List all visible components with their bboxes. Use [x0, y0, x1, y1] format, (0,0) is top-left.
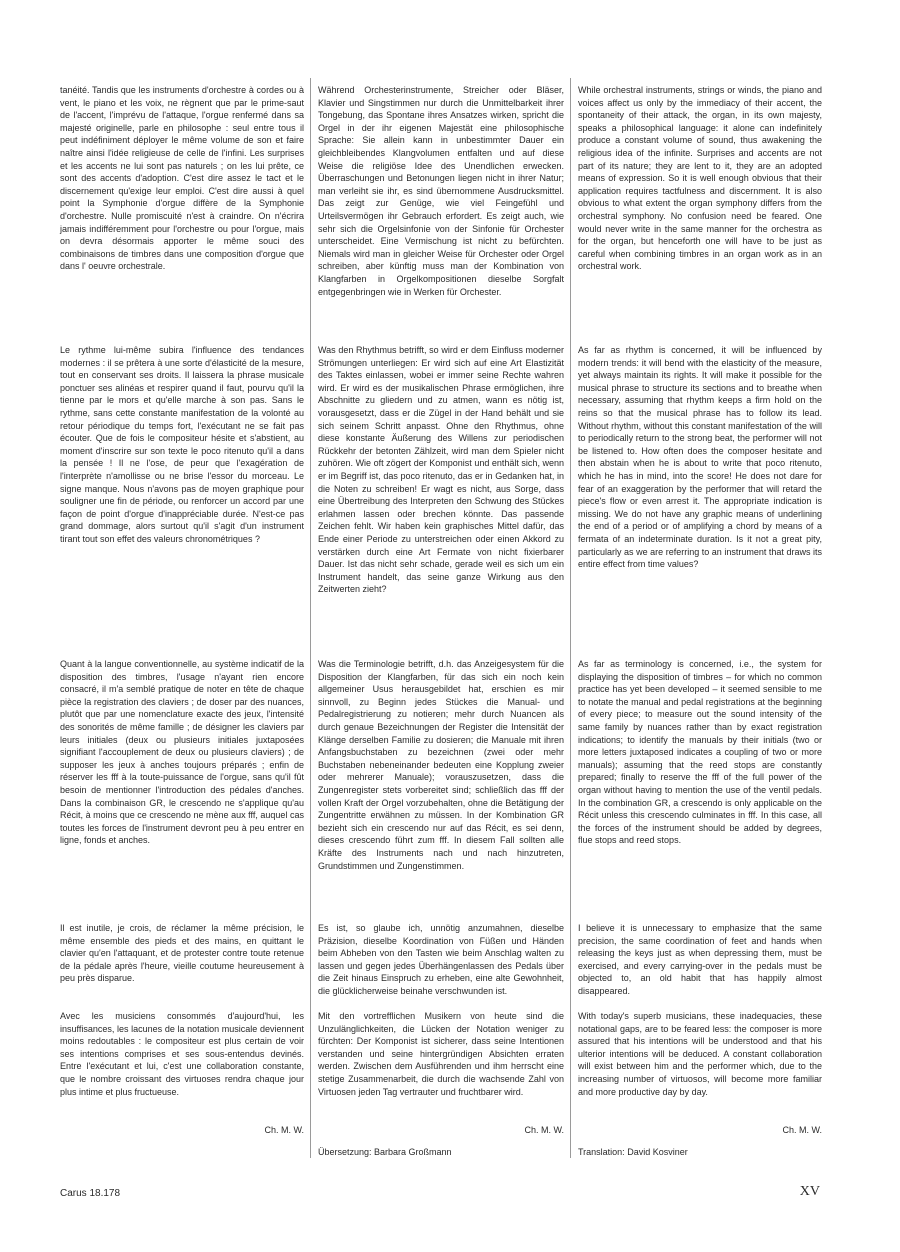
- english-paragraph-2: As far as rhythm is concerned, it will be influenced by modern trends: it will bend with the elasticity of the measure, yet always maintain its rights. It will make it possible for the musical phrase to structure its sections and to breathe when necessary, assuming that rhythm keeps a firm hold on the reins so that the musical phrase has to follow its lead. Without rhythm, without this constant manifestation of the will to periodically return to the strong beat, the performer will not be listened to. How often does the composer hesitate and then abstain when he is about to write that poco ritenuto, which he has in mind, into the score! He does not dare for fear of an exaggeration by the performer that will retard the piece's flow or even arrest it. The appropriate indication is missing. We do not have any graphic means of underlining the end of a period or of amplifying a chord by means of a fermata of an indeterminate duration. Is it not a great pity, particularly as we are referring to an instrument that draws its entire effect from time values?: [578, 345, 822, 570]
- french-paragraph-2: Le rythme lui-même subira l'influence des tendances modernes : il se prêtera à une sorte d'élasticité de la mesure, tout en conservant ses droits. Il laissera la phrase musicale ponctuer ses alinéas et respirer quand il faut, pourvu qu'il la tienne par le mors et qu'elle marche à son pas. Sans le rythme, sans cette constante manifestation de la volonté au retour périodique du temps fort, l'exécutant ne se fait pas écouter. Que de fois le compositeur hésite et s'abstient, au moment d'inscrire sur son texte le poco ritenuto qu'il a dans la pensée ! Il ne l'ose, de peur que l'exagération de l'interprète n'amollisse ou ne brise l'essor du morceau. Le signe manque. Nous n'avons pas de moyen graphique pour souligner une fin de période, ou renforcer un accord par une façon de point d'orgue d'inappréciable durée. N'est-ce pas grand dommage, alors surtout qu'il s'agit d'un instrument tirant tout son effet des valeurs chronométriques ?: [60, 345, 304, 544]
- german-paragraph-2: Was den Rhythmus betrifft, so wird er dem Einfluss moderner Strömungen unterliegen: Er wird sich auf eine Art Elastizität des Taktes einlassen, wobei er immer seine Rechte wahren wird. Er wird es der musikalischen Phrase ermöglichen, ihre Abschnitte zu gliedern und zu atmen, wann es nötig ist, vorausgesetzt, dass er die Zügel in der Hand behält und sie sich seinem Schritt anpasst. Ohne den Rhythmus, ohne diese konstante Äußerung des Willens zur periodischen Rückkehr der betonten Zählzeit, wird man dem Spieler nicht zuhören. Wie oft zögert der Komponist und enthält sich, wenn er im Begriff ist, das poco ritenuto, das er in Gedanken hat, in die Noten zu schreiben! Er wagt es nicht, aus Sorge, dass eine Übertreibung des Interpreten den Schwung des Stückes erlahmen lassen oder brechen könnte. Das passende Zeichen fehlt. Wir haben kein graphisches Mittel dafür, das Ende einer Periode zu unterstreichen oder einen Akkord zu verstärken durch eine Art Fermate von nicht fixierbarer Dauer. Ist das nicht sehr schade, gerade weil es sich um ein Instrument handelt, das seine ganze Wirkung aus den Zeitwerten zieht?: [318, 345, 564, 595]
- catalog-number: Carus 18.178: [60, 1188, 121, 1199]
- english-paragraph-3: As far as terminology is concerned, i.e., the system for displaying the disposition of timbres – for which no common practice has yet been developed – it seemed sensible to me to notate the manual and pedal registrations at the beginning of every piece; to measure out the sound intensity of the same family by nuances rather than by exact registration indications; to identify the manuals by their initials (two or more letters juxtaposed indicates a coupling of two or more manuals); assuming that the reed stops are constantly prepared; finally to reserve the fff of the full power of the organ without having to mention the use of the ventil pedals. In the combination GR, a crescendo is only applicable on the Récit unless this crescendo culminates in fff. In this case, all the forces of the instrument should be added by degrees, flue stops and reed stops.: [578, 659, 822, 846]
- german-paragraph-4: Es ist, so glaube ich, unnötig anzumahnen, dieselbe Präzision, dieselbe Koordination von Füßen und Händen beim Abheben von den Tasten wie beim Anschlag walten zu lassen und gegen jedes Überhängenlassen des Pedals über die Zeit hinaus Einspruch zu erheben, eine alte Gewohnheit, die glücklicherweise beinahe verschwunden ist.: [318, 923, 564, 996]
- german-paragraph-3: Was die Terminologie betrifft, d.h. das Anzeigesystem für die Disposition der Klangfarben, für das sich ein noch kein allgemeiner Usus herausgebildet hat, erschien es mir sinnvoll, zu Beginn jedes Stückes die Manual- und Pedalregistrierung zu notieren; mehr durch Nuancen als durch genaue Bezeichnungen der Register die Intensität der Klänge derselben Familie zu dosieren; die Manuale mit ihren Anfangsbuchstaben zu bezeichnen (zwei oder mehr Buchstaben nebeneinander bedeuten eine Kopplung zweier oder mehrerer Manuale); vorauszusetzen, dass die Zungenregister stets vorbereitet sind; schließlich das fff der vollen Kraft der Orgel vorzubehalten, ohne die Betätigung der Zungentritte erwähnen zu müssen. In der Kombination GR bezieht sich ein crescendo nur auf das Récit, es sei denn, dieses crescendo führt zum fff. In diesem Fall sollten alle Kräfte des Instruments nach und nach hinzutreten, Grundstimmen und Zungenstimmen.: [318, 659, 564, 871]
- column-divider: [570, 78, 571, 1158]
- german-signature: Ch. M. W.: [524, 1125, 564, 1135]
- english-paragraph-4: I believe it is unnecessary to emphasize that the same precision, the same coordination of feet and hands when releasing the keys just as when depressing them, must be exercised, and every carrying-over in the pedals must be objected to, an old habit that has happily almost disappeared.: [578, 923, 822, 996]
- french-paragraph-5: Avec les musiciens consommés d'aujourd'hui, les insuffisances, les lacunes de la notation musicale deviennent moins redoutables : le compositeur est plus certain de voir ses intentions comprises et ses sous-entendus devinés. Entre l'exécutant et lui, c'est une collaboration constante, que le nombre croissant des virtuoses rendra chaque jour plus intime et plus fructueuse.: [60, 1011, 304, 1097]
- english-paragraph-1: While orchestral instruments, strings or winds, the piano and voices affect us only by the immediacy of their accent, the spontaneity of their attack, the organ, in its own majesty, speaks a philosophical language: it alone can indefinitely produce a constant volume of sound, thus awakening the religious idea of the infinite. Surprises and accents are not part of its nature; they are lent to it, they are an adopted means of expression. So it is well enough obvious that their application requires tactfulness and discernment. It is also obvious to what extent the organ symphony differs from the orchestral symphony. No confusion need be feared. One would never write in the same manner for the orchestra as for the organ, but henceforth one will have to be just as careful when combining timbres in an organ work as in an orchestral work.: [578, 85, 822, 272]
- german-translator-credit: Übersetzung: Barbara Großmann: [318, 1147, 452, 1157]
- french-signature: Ch. M. W.: [264, 1125, 304, 1135]
- column-divider: [310, 78, 311, 1158]
- german-paragraph-1: Während Orchesterinstrumente, Streicher oder Bläser, Klavier und Singstimmen nur durch die Unmittelbarkeit ihrer Tongebung, das Spontane ihres Ansatzes wirken, spricht die Orgel in der ihr eigenen Majestät eine philosophische Sprache: Sie allein kann in unbestimmter Dauer ein gleichbleibendes Klangvolumen entfalten und auf diese Weise die religiöse Idee des Unendlichen erwecken. Überraschungen und Betonungen liegen nicht in ihrer Natur; man verleiht sie ihr, es sind übernommene Ausdrucksmittel. Das zeigt zur Genüge, wie viel Feingefühl und Urteilsvermögen ihr Gebrauch erfordert. Es zeigt auch, wie sehr sich die Orgelsinfonie von der Sinfonie für Orchester unterscheidet. Eine Vermischung ist nicht zu befürchten. Niemals wird man in gleicher Weise für Orchester oder Orgel schreiben, aber künftig muss man der Kombination von Klangfarben in Orgelkompositionen dieselbe Sorgfalt entgegenbringen wie in Werken für Orchester.: [318, 85, 564, 297]
- german-paragraph-5: Mit den vortrefflichen Musikern von heute sind die Unzulänglichkeiten, die Lücken der Notation weniger zu fürchten: Der Komponist ist sicherer, dass seine Intentionen verstanden und seine hintergründigen Absichten erraten werden. Zwischen dem Ausführenden und ihm herrscht eine stetige Zusammenarbeit, die durch die wachsende Zahl von Virtuosen jeden Tag vertrauter und fruchtbarer wird.: [318, 1011, 564, 1097]
- french-paragraph-4: Il est inutile, je crois, de réclamer la même précision, le même ensemble des pieds et des mains, en quittant le clavier qu'en l'attaquant, et de protester contre toute retenue de la pédale après l'heure, vieille coutume heureusement à peu près disparue.: [60, 923, 304, 984]
- page-number: XV: [799, 1184, 820, 1199]
- english-paragraph-5: With today's superb musicians, these inadequacies, these notational gaps, are to be feared less: the composer is more assured that his intentions will be understood and that his ulterior intentions will be deduced. A constant collaboration will exist between him and the performer which, due to the increasing number of virtuosos, will become more familiar and more productive day by day.: [578, 1011, 822, 1097]
- french-paragraph-1: tanéité. Tandis que les instruments d'orchestre à cordes ou à vent, le piano et les voix, ne règnent que par le prime-saut de l'accent, l'imprévu de l'attaque, l'orgue renfermé dans sa majesté originelle, parle en philosophe : seul entre tous il peut indéfiniment déployer le même volume de son et faire naître ainsi l'idée religieuse de celle de l'infini. Les surprises et les accents ne lui sont pas naturels ; on les lui prête, ce sont des accents d'adoption. C'est dire assez le tact et le discernement qu'exige leur emploi. C'est dire aussi à quel point la Symphonie d'orgue diffère de la Symphonie d'orchestre. Nulle promiscuité n'est à craindre. On n'écrira jamais indifféremment pour l'orchestre ou pour l'orgue, mais on devra désormais apporter le même souci des combinaisons de timbres dans une composition d'orgue que dans l' oeuvre orchestrale.: [60, 85, 304, 272]
- english-signature: Ch. M. W.: [782, 1125, 822, 1135]
- french-paragraph-5-block: [60, 1010, 304, 1098]
- english-translator-credit: Translation: David Kosviner: [578, 1147, 688, 1157]
- french-paragraph-3: Quant à la langue conventionnelle, au système indicatif de la disposition des timbres, l'usage n'ayant rien encore consacré, il m'a semblé pratique de noter en tête de chaque pièce la registration des claviers ; de doser par des nuances, plutôt que par une nomenclature exacte des jeux, l'intensité des sonorités de même famille ; de désigner les claviers par leurs initiales (deux ou plusieurs initiales juxtaposées signifiant l'accouplement de deux ou plusieurs claviers) ; de supposer les jeux à anches toujours préparés ; enfin de réserver les fff à la toute-puissance de l'orgue, sans qu'il fût besoin de mentionner l'introduction des pédales d'anches. Dans la combinaison GR, le crescendo ne s'applique qu'au Récit, à moins que ce crescendo ne mène aux fff, auquel cas toutes les forces de l'instrument devront peu à peu entrer en ligne, fonds et anches.: [60, 659, 304, 846]
